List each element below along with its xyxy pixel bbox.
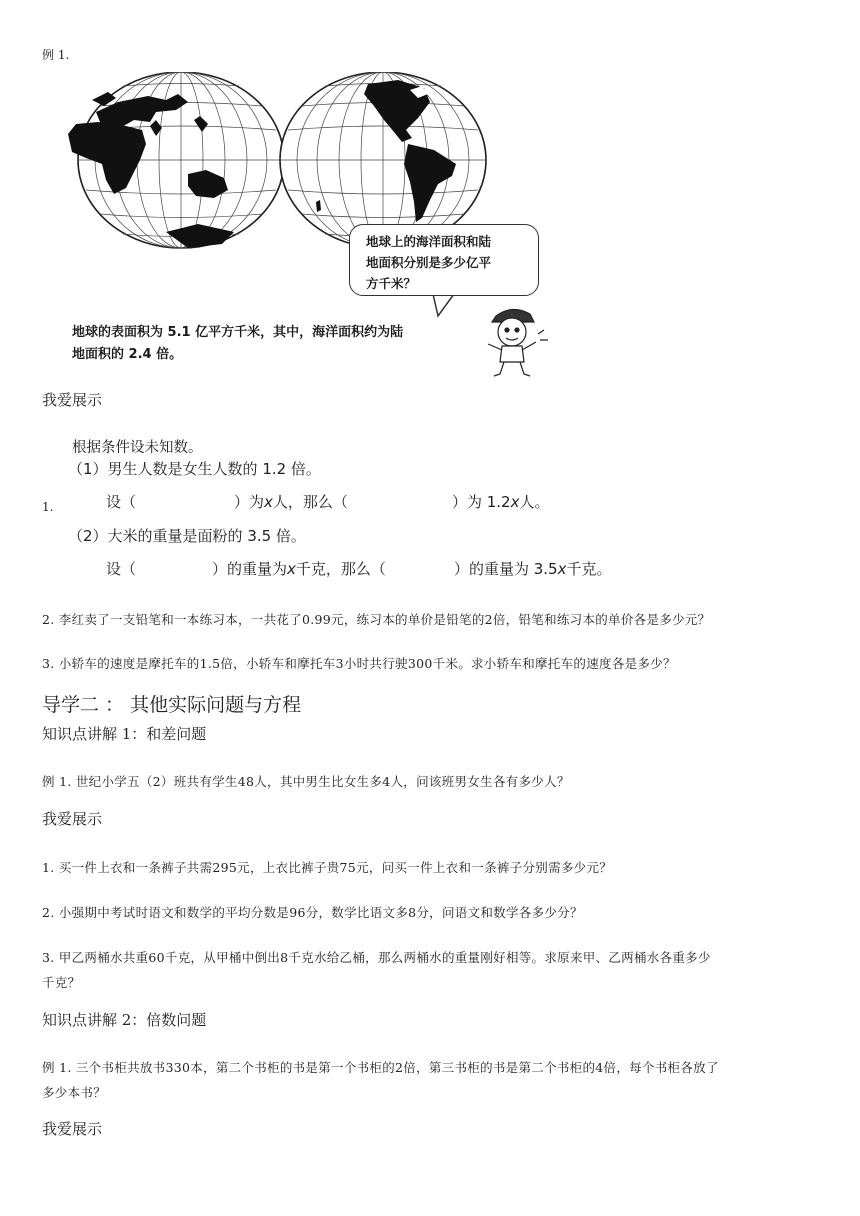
- example-problem-continued: 多少本书？: [42, 1085, 107, 1100]
- knowledge-point-title: 知识点讲解 2：倍数问题: [42, 1011, 207, 1029]
- q1-intro: 根据条件设未知数。: [72, 440, 203, 456]
- q1-part2-condition: （2）大米的重量是面粉的 3.5 倍。: [68, 527, 306, 545]
- question-3-continued: 千克？: [42, 975, 81, 990]
- q1-part1-condition: （1）男生人数是女生人数的 1.2 倍。: [68, 460, 321, 478]
- left-globe-icon: [68, 72, 284, 248]
- question-1: 1. 买一件上衣和一条裤子共需295元，上衣比裤子贵75元，问买一件上衣和一条裤子分别需多少元？: [42, 860, 613, 875]
- example-problem: 例 1. 世纪小学五（2）班共有学生48人，其中男生比女生多4人，问该班男女生各有多少人？: [42, 774, 570, 789]
- bubble-line: 方千米？: [366, 276, 417, 291]
- bubble-line: 地面积分别是多少亿平: [366, 255, 492, 270]
- question-number: 1.: [42, 500, 54, 514]
- caption-line: 地面积的 2.4 倍。: [72, 347, 183, 362]
- question-3: 3. 小轿车的速度是摩托车的1.5倍，小轿车和摩托车3小时共行驶300千米。求小轿车和摩托车的速度各是多少？: [42, 656, 676, 671]
- section-title: 导学二 ： 其他实际问题与方程: [42, 694, 302, 716]
- q1-part1-answer-line: 设（ ）为x人，那么（ ）为 1.2x人。: [106, 493, 550, 511]
- example-label: 例 1.: [42, 48, 70, 62]
- speech-bubble: [349, 224, 539, 296]
- knowledge-point-title: 知识点讲解 1：和差问题: [42, 725, 207, 743]
- question-2: 2. 小强期中考试时语文和数学的平均分数是96分，数学比语文多8分，问语文和数学各多少分？: [42, 905, 583, 920]
- caption-line: 地球的表面积为 5.1 亿平方千米，其中，海洋面积约为陆: [72, 325, 404, 340]
- show-heading: 我爱展示: [42, 1120, 103, 1138]
- show-heading: 我爱展示: [42, 810, 103, 828]
- right-globe-icon: [280, 72, 486, 248]
- bubble-line: 地球上的海洋面积和陆: [366, 234, 492, 249]
- show-heading: 我爱展示: [42, 391, 103, 409]
- question-3: 3. 甲乙两桶水共重60千克，从甲桶中倒出8千克水给乙桶，那么两桶水的重量刚好相等。求原来甲、乙两桶水各重多少: [42, 950, 711, 965]
- q1-part2-answer-line: 设（ ）的重量为x千克，那么（ ）的重量为 3.5x千克。: [106, 560, 612, 578]
- cartoon-kid-icon: [488, 309, 548, 376]
- illustration-caption: [72, 322, 403, 366]
- example-problem: 例 1. 三个书柜共放书330本，第二个书柜的书是第一个书柜的2倍，第三书柜的书是第二个书柜的4倍，每个书柜各放了: [42, 1060, 719, 1075]
- question-2: 2. 李红卖了一支铅笔和一本练习本，一共花了0.99元，练习本的单价是铅笔的2倍，铅笔和练习本的单价各是多少元？: [42, 612, 711, 627]
